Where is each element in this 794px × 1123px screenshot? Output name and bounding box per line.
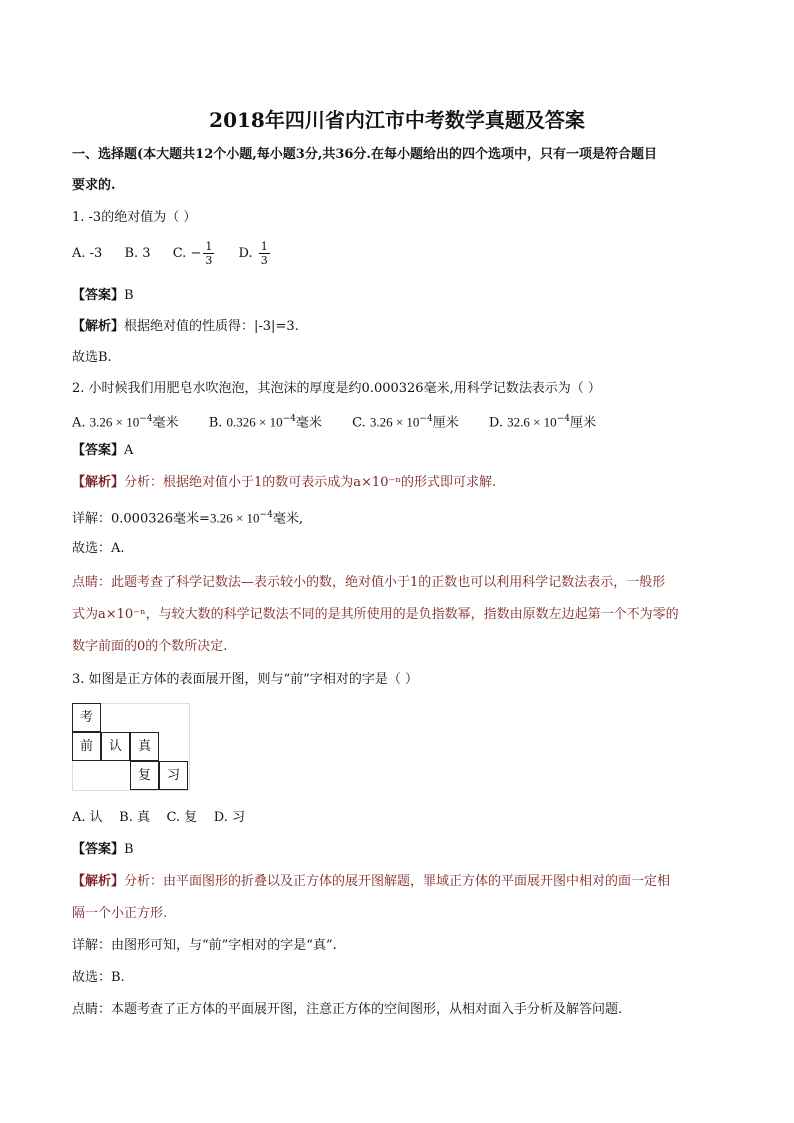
net-cell-ren: 认 [101, 732, 130, 761]
q2-detail: 详解：0.000326毫米$=3.26 \times 10^{-4}$毫米, [72, 510, 303, 527]
q2-comment-line3: 数字前面的0的个数所决定. [72, 639, 228, 654]
net-cell-fu: 复 [130, 761, 159, 790]
q2-option-d: D. $32.6 \times 10^{-4}$厘米 [488, 414, 596, 431]
q3-detail: 详解：由图形可知，与“前”字相对的字是“真”. [72, 938, 337, 953]
q1-options [72, 239, 290, 269]
net-cell-qian: 前 [72, 732, 101, 761]
q2-comment-line2: 式为a×10⁻ⁿ，与较大数的科学记数法不同的是其所使用的是负指数幂，指数由原数左边起第一个不为零的 [72, 607, 679, 622]
cube-net-figure [72, 703, 190, 791]
q1-answer: 【答案】B [72, 288, 134, 303]
q2-conclusion: 故选：A. [72, 541, 125, 556]
q1-conclusion: 故选B. [72, 350, 112, 365]
q1-option-b: B. 3 [124, 246, 151, 261]
q2-answer: 【答案】A [72, 443, 134, 458]
q3-stem: 3. 如图是正方体的表面展开图，则与“前”字相对的字是（ ） [72, 672, 418, 687]
q1-option-d: D. $\frac{1}{3}$ [238, 240, 268, 267]
q3-analysis-line2: 隔一个小正方形. [72, 906, 168, 921]
q1-analysis: 【解析】根据绝对值的性质得：|-3|=3. [72, 319, 299, 334]
q2-analysis: 【解析】分析：根据绝对值小于1的数可表示成为a×10⁻ⁿ的形式即可求解. [72, 475, 497, 490]
q2-option-c: C. $3.26 \times 10^{-4}$厘米 [352, 414, 459, 431]
q1-option-c: C. − $\frac{1}{3}$ [172, 240, 213, 267]
section-heading-line1: 一、选择题(本大题共12个小题,每小题3分,共36分.在每小题给出的四个选项中，只有一项是符合题目 [72, 147, 657, 162]
q3-comment: 点睛：本题考查了正方体的平面展开图，注意正方体的空间图形，从相对面入手分析及解答问题. [72, 1002, 623, 1017]
net-cell-zhen: 真 [130, 732, 159, 761]
q3-options: A. 认 B. 真 C. 复 D. 习 [72, 810, 246, 825]
q1-option-d-fraction: $\frac{1}{3}$ [260, 240, 268, 267]
page-title: 2018年四川省内江市中考数学真题及答案 [209, 108, 585, 132]
q3-answer: 【答案】B [72, 842, 134, 857]
q2-option-b: B. $0.326 \times 10^{-4}$毫米 [208, 414, 322, 431]
q2-options [72, 410, 614, 432]
net-cell-kao: 考 [72, 703, 101, 732]
q2-comment-line1: 点睛：此题考查了科学记数法—表示较小的数，绝对值小于1的正数也可以利用科学记数法表示，一般形 [72, 575, 666, 590]
q3-analysis-line1: 【解析】分析：由平面图形的折叠以及正方体的展开图解题，罪域正方体的平面展开图中相对的面一定相 [72, 874, 671, 889]
section-heading-line2: 要求的. [72, 178, 116, 193]
q1-option-a: A. -3 [72, 246, 103, 261]
q1-stem: 1. -3的绝对值为（ ） [72, 210, 197, 225]
q3-conclusion: 故选：B. [72, 970, 125, 985]
q2-option-a: A. $3.26 \times 10^{-4}$毫米 [72, 414, 179, 431]
net-cell-xi: 习 [159, 761, 188, 790]
q2-stem: 2. 小时候我们用肥皂水吹泡泡，其泡沫的厚度是约0.000326毫米,用科学记数法表示为（ ） [72, 381, 601, 396]
q1-option-c-fraction: $\frac{1}{3}$ [205, 240, 213, 267]
